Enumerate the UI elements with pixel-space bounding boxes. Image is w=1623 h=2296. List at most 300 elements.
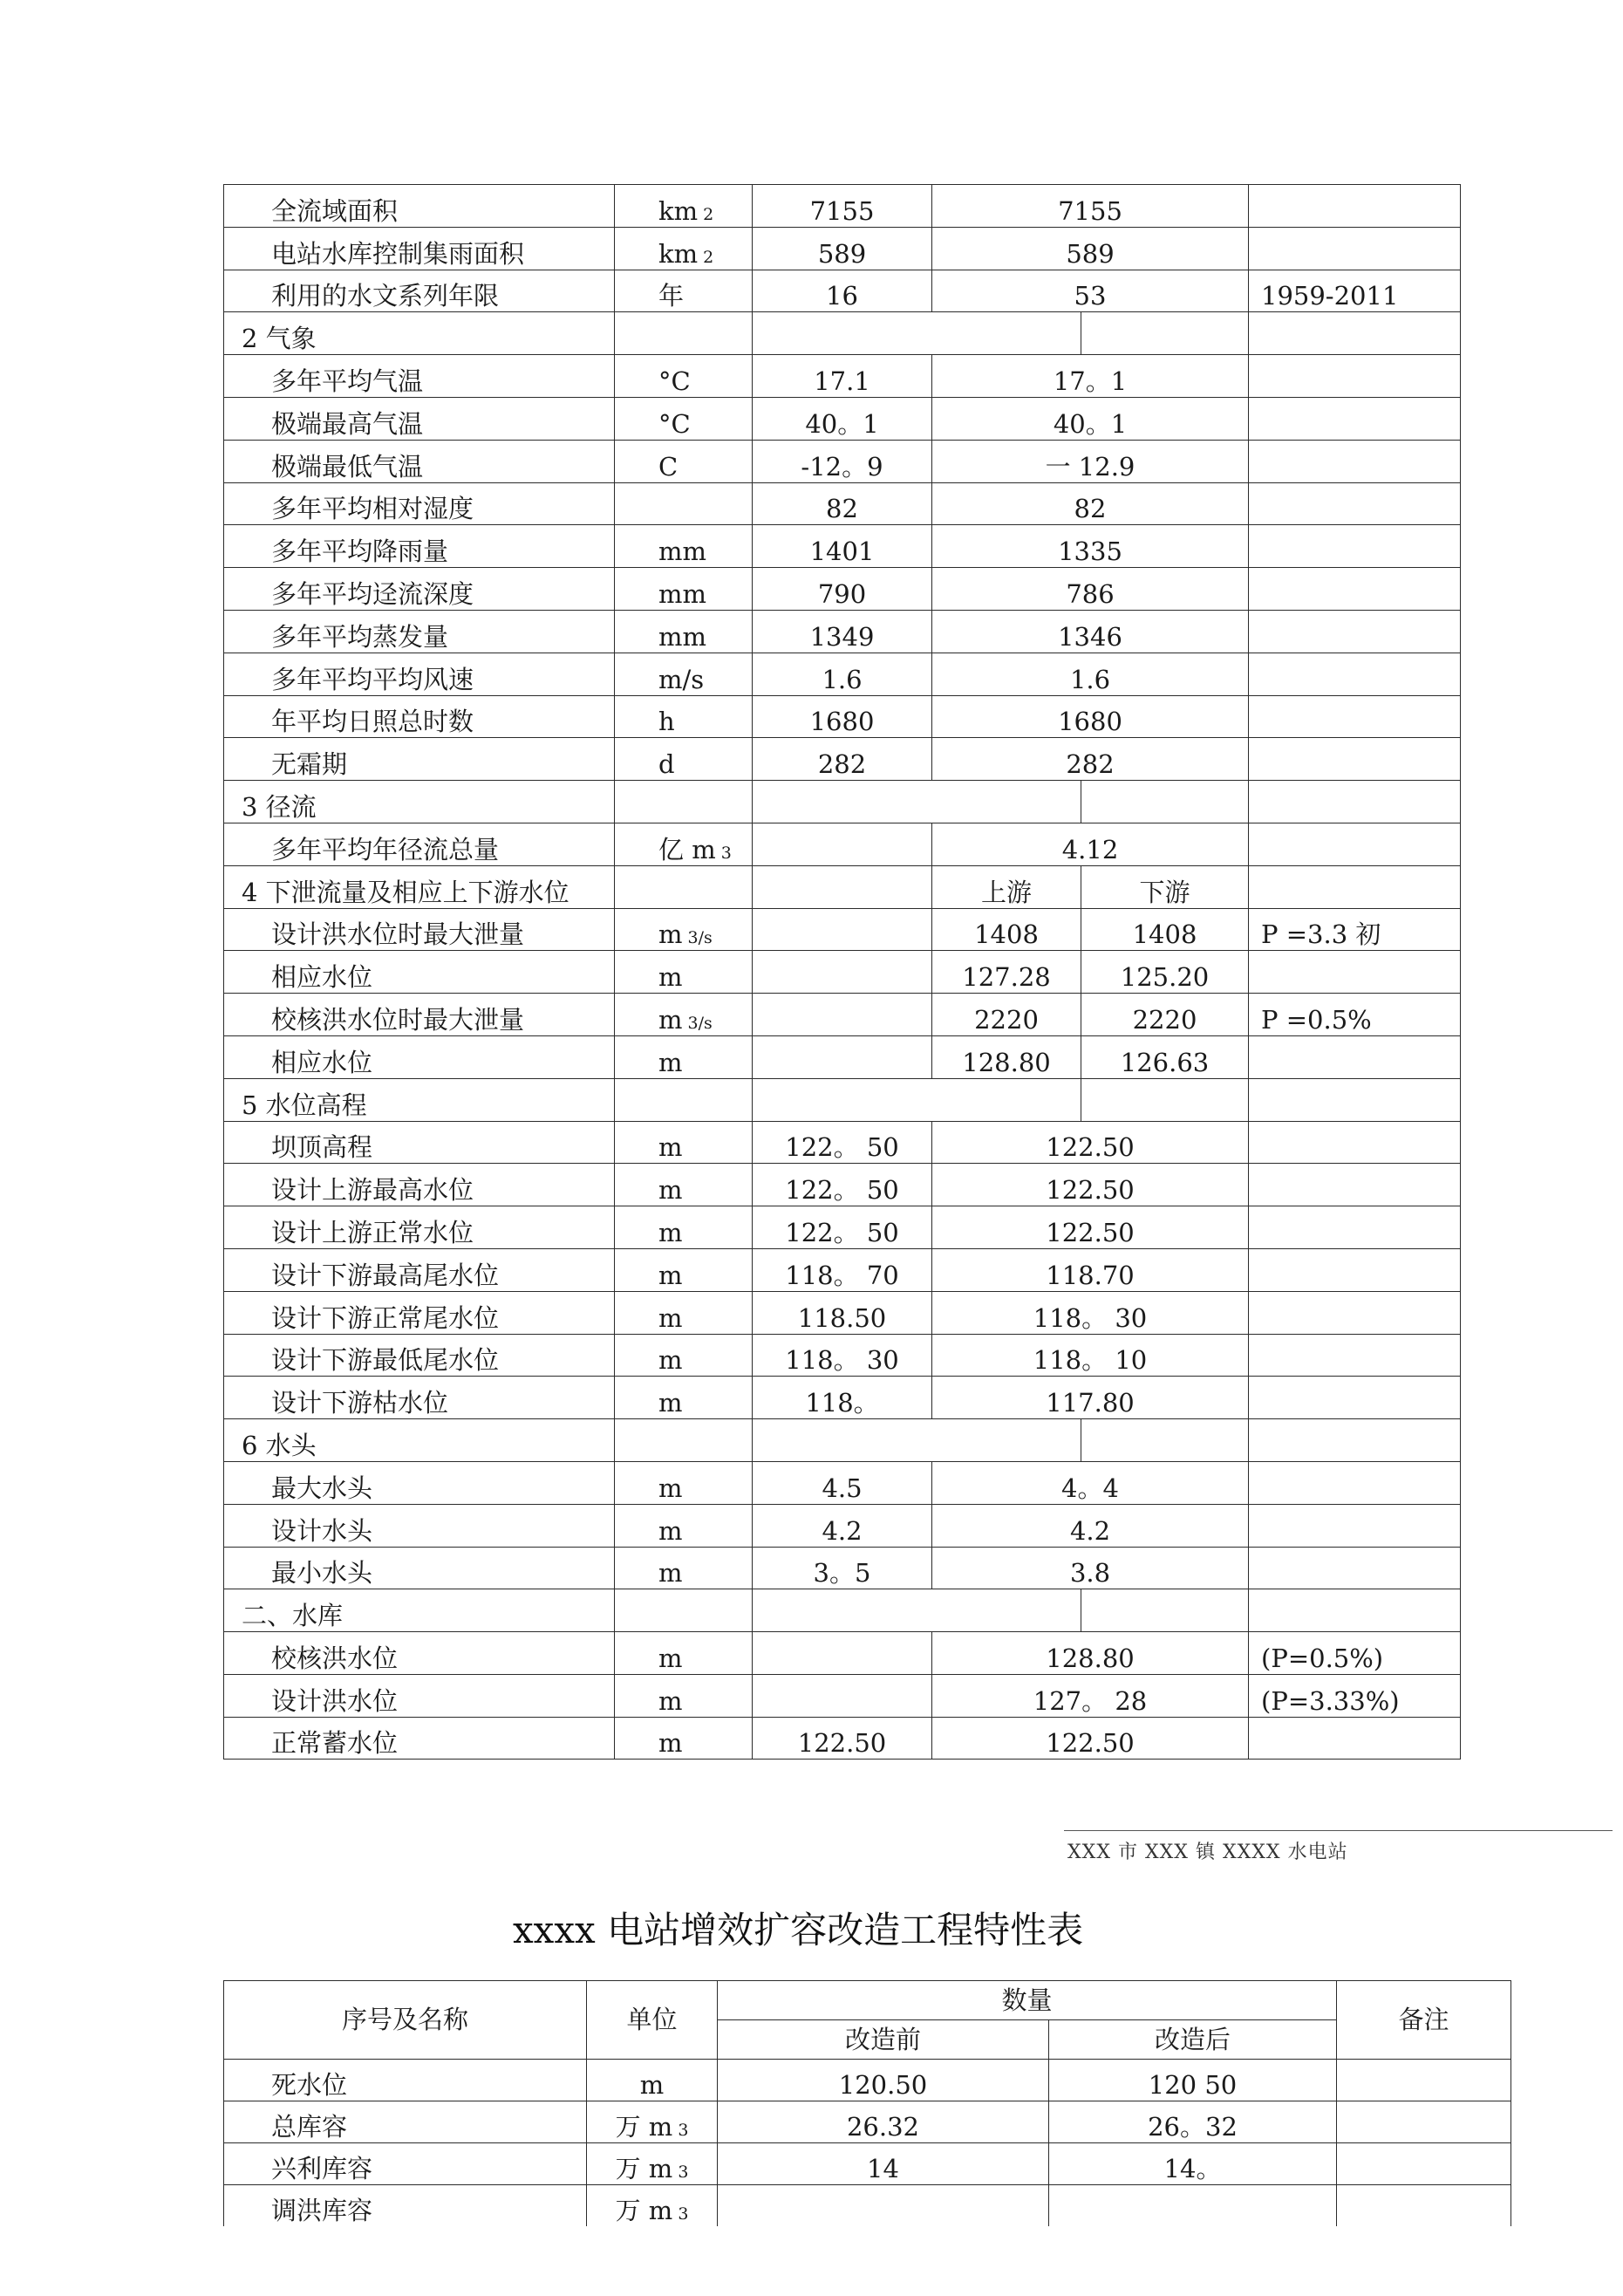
value-before: 1680 xyxy=(753,695,932,738)
note-cell xyxy=(1337,2101,1511,2143)
table-row xyxy=(224,738,1461,781)
value-after: 1335 xyxy=(932,525,1249,568)
unit-cell xyxy=(587,2101,718,2143)
unit-text: m xyxy=(658,962,683,993)
unit-exponent: 2 xyxy=(703,247,714,267)
section-title: 6 水头 xyxy=(224,1419,615,1462)
unit-text: mm xyxy=(658,578,706,609)
unit-text: m xyxy=(658,1302,683,1333)
table-row xyxy=(224,270,1461,312)
value-before: 26.32 xyxy=(718,2101,1049,2143)
empty-cell xyxy=(753,1589,1081,1632)
table-row xyxy=(224,1248,1461,1291)
table-body xyxy=(224,185,1461,1760)
unit-cell xyxy=(615,653,753,695)
empty-cell xyxy=(753,781,1081,823)
table-row xyxy=(224,1035,1461,1078)
unit-text: m xyxy=(658,1004,683,1035)
value-before: 16 xyxy=(753,270,932,312)
table-row xyxy=(224,2185,1511,2227)
row-label: 多年平均相对湿度 xyxy=(224,482,615,525)
value-before: 122.50 xyxy=(753,1717,932,1760)
unit-exponent: 3/s xyxy=(687,928,713,948)
unit-cell xyxy=(615,994,753,1036)
row-label: 多年平均蒸发量 xyxy=(224,610,615,653)
table-row xyxy=(224,951,1461,994)
unit-cell xyxy=(615,1674,753,1717)
note-cell xyxy=(1249,1291,1461,1334)
table-row xyxy=(224,1504,1461,1547)
row-label: 设计上游正常水位 xyxy=(224,1206,615,1249)
table-row xyxy=(224,1334,1461,1377)
unit-text: m xyxy=(639,2070,665,2100)
unit-cell xyxy=(587,2143,718,2185)
value-before: 118。 xyxy=(753,1377,932,1419)
unit-cell xyxy=(615,568,753,611)
table-row xyxy=(224,1377,1461,1419)
note-cell xyxy=(1249,695,1461,738)
empty-cell xyxy=(753,908,932,951)
note-cell xyxy=(1249,610,1461,653)
table-row xyxy=(224,908,1461,951)
note-cell xyxy=(1337,2185,1511,2227)
row-label: 多年平均降雨量 xyxy=(224,525,615,568)
row-label: 无霜期 xyxy=(224,738,615,781)
empty-cell xyxy=(753,951,932,994)
empty-cell xyxy=(615,781,753,823)
unit-cell xyxy=(615,1547,753,1589)
note-cell: P =3.3 初 xyxy=(1249,908,1461,951)
unit-text: m xyxy=(658,1728,683,1759)
table-row xyxy=(224,482,1461,525)
table-row xyxy=(224,397,1461,440)
unit-cell xyxy=(615,482,753,525)
value-after: 3.8 xyxy=(932,1547,1249,1589)
header-unit: 单位 xyxy=(587,1981,718,2060)
downstream-value: 126.63 xyxy=(1081,1035,1249,1078)
row-label: 设计下游最高尾水位 xyxy=(224,1248,615,1291)
header-quantity: 数量 xyxy=(718,1981,1337,2020)
unit-text: C xyxy=(658,451,679,482)
table-row xyxy=(224,1632,1461,1675)
unit-text: m xyxy=(658,1132,683,1163)
table-body xyxy=(224,1981,1511,2227)
value-before: 282 xyxy=(753,738,932,781)
value-after: 1346 xyxy=(932,610,1249,653)
value-after: 一 12.9 xyxy=(932,440,1249,482)
table-header-row xyxy=(224,1981,1511,2020)
value-before: 122。 50 xyxy=(753,1164,932,1206)
table-row xyxy=(224,440,1461,482)
value-before: 4.5 xyxy=(753,1461,932,1504)
row-label: 总库容 xyxy=(224,2101,587,2143)
note-cell xyxy=(1249,440,1461,482)
empty-cell xyxy=(1249,1589,1461,1632)
value-before xyxy=(753,1674,932,1717)
downstream-value: 1408 xyxy=(1081,908,1249,951)
note-cell xyxy=(1337,2143,1511,2185)
table-row xyxy=(224,1121,1461,1164)
unit-text: m xyxy=(658,1260,683,1290)
row-label: 相应水位 xyxy=(224,1035,615,1078)
table-row xyxy=(224,312,1461,355)
empty-cell xyxy=(753,1035,932,1078)
table-row xyxy=(224,823,1461,865)
note-cell xyxy=(1249,1164,1461,1206)
unit-text: m xyxy=(658,919,683,950)
unit-cell xyxy=(615,1461,753,1504)
unit-text: mm xyxy=(658,621,706,652)
table-row xyxy=(224,1717,1461,1760)
unit-text: m xyxy=(658,1388,683,1418)
unit-cell xyxy=(587,2185,718,2227)
table-row xyxy=(224,1206,1461,1249)
value-after: 82 xyxy=(932,482,1249,525)
unit-cell xyxy=(615,1248,753,1291)
note-cell xyxy=(1249,1334,1461,1377)
empty-cell xyxy=(753,994,932,1036)
value-after xyxy=(1049,2185,1337,2227)
section-title: 5 水位高程 xyxy=(224,1078,615,1121)
unit-cell xyxy=(615,1164,753,1206)
unit-cell xyxy=(615,738,753,781)
row-label: 年平均日照总时数 xyxy=(224,695,615,738)
table-row xyxy=(224,865,1461,908)
note-cell: P =0.5% xyxy=(1249,994,1461,1036)
row-label: 兴利库容 xyxy=(224,2143,587,2185)
table-row xyxy=(224,2060,1511,2101)
table-row xyxy=(224,1419,1461,1462)
value-before xyxy=(753,1632,932,1675)
note-cell xyxy=(1249,653,1461,695)
note-cell xyxy=(1249,1121,1461,1164)
unit-cell xyxy=(615,951,753,994)
table-row xyxy=(224,653,1461,695)
unit-text: m xyxy=(658,1345,683,1376)
unit-cell xyxy=(615,1377,753,1419)
table-row xyxy=(224,1291,1461,1334)
row-label: 多年平均平均风速 xyxy=(224,653,615,695)
table-row xyxy=(224,1461,1461,1504)
unit-text: m xyxy=(658,1217,683,1247)
row-label: 最小水头 xyxy=(224,1547,615,1589)
note-cell xyxy=(1249,1206,1461,1249)
value-after: 4.2 xyxy=(932,1504,1249,1547)
empty-cell xyxy=(1249,1078,1461,1121)
note-cell: (P=0.5%) xyxy=(1249,1632,1461,1675)
upstream-value: 128.80 xyxy=(932,1035,1081,1078)
note-cell xyxy=(1249,525,1461,568)
value-before: 118。 70 xyxy=(753,1248,932,1291)
row-label: 设计洪水位时最大泄量 xyxy=(224,908,615,951)
unit-text: 万 m xyxy=(615,2154,673,2183)
unit-text: °C xyxy=(658,366,691,396)
unit-cell xyxy=(615,1291,753,1334)
empty-cell xyxy=(1081,312,1249,355)
upstream-value: 2220 xyxy=(932,994,1081,1036)
header-note: 备注 xyxy=(1337,1981,1511,2060)
unit-text: h xyxy=(658,707,675,737)
unit-cell xyxy=(615,1504,753,1547)
table-row xyxy=(224,525,1461,568)
table-row xyxy=(224,185,1461,228)
value-before: 118。 30 xyxy=(753,1334,932,1377)
unit-cell xyxy=(615,610,753,653)
row-label: 校核洪水位 xyxy=(224,1632,615,1675)
row-label: 坝顶高程 xyxy=(224,1121,615,1164)
value-after: 7155 xyxy=(932,185,1249,228)
unit-text: m xyxy=(658,1685,683,1716)
row-label: 全流域面积 xyxy=(224,185,615,228)
note-cell xyxy=(1249,1717,1461,1760)
value-after: 14。 xyxy=(1049,2143,1337,2185)
unit-text: 万 m xyxy=(615,2112,673,2142)
value-before: 17.1 xyxy=(753,355,932,398)
unit-exponent: 2 xyxy=(703,204,714,224)
value-before: 589 xyxy=(753,227,932,270)
empty-cell xyxy=(1081,781,1249,823)
unit-cell xyxy=(615,1334,753,1377)
row-label: 死水位 xyxy=(224,2060,587,2101)
table-row xyxy=(224,994,1461,1036)
document-title: xxxx 电站增效扩容改造工程特性表 xyxy=(513,1909,1084,1951)
empty-cell xyxy=(1249,312,1461,355)
row-label: 调洪库容 xyxy=(224,2185,587,2227)
upstream-value: 1408 xyxy=(932,908,1081,951)
unit-text: mm xyxy=(658,536,706,567)
note-cell xyxy=(1249,951,1461,994)
unit-text: m xyxy=(658,1643,683,1673)
value-before: 122。 50 xyxy=(753,1121,932,1164)
note-cell xyxy=(1249,1248,1461,1291)
row-label: 最大水头 xyxy=(224,1461,615,1504)
value-after: 282 xyxy=(932,738,1249,781)
value-after: 4.12 xyxy=(932,823,1249,865)
row-label: 正常蓄水位 xyxy=(224,1717,615,1760)
value-after: 1.6 xyxy=(932,653,1249,695)
row-label: 校核洪水位时最大泄量 xyxy=(224,994,615,1036)
unit-text: m xyxy=(658,1515,683,1546)
row-label: 多年平均年径流总量 xyxy=(224,823,615,865)
value-after: 118.70 xyxy=(932,1248,1249,1291)
unit-cell xyxy=(615,908,753,951)
unit-cell xyxy=(615,695,753,738)
value-after: 26。32 xyxy=(1049,2101,1337,2143)
value-before: 118.50 xyxy=(753,1291,932,1334)
characteristics-table-continued xyxy=(223,184,1461,1760)
value-before: 7155 xyxy=(753,185,932,228)
value-before: 1349 xyxy=(753,610,932,653)
value-before xyxy=(718,2185,1049,2227)
unit-cell xyxy=(615,227,753,270)
empty-cell xyxy=(1081,1078,1249,1121)
downstream-header: 下游 xyxy=(1081,865,1249,908)
note-cell xyxy=(1249,397,1461,440)
value-after: 122.50 xyxy=(932,1121,1249,1164)
row-label: 极端最高气温 xyxy=(224,397,615,440)
table-row xyxy=(224,227,1461,270)
note-cell: (P=3.33%) xyxy=(1249,1674,1461,1717)
note-cell: 1959-2011 xyxy=(1249,270,1461,312)
row-label: 多年平均迳流深度 xyxy=(224,568,615,611)
header-after: 改造后 xyxy=(1049,2020,1337,2060)
value-after: 589 xyxy=(932,227,1249,270)
row-label: 设计上游最高水位 xyxy=(224,1164,615,1206)
row-label: 设计水头 xyxy=(224,1504,615,1547)
table-row xyxy=(224,781,1461,823)
value-after: 122.50 xyxy=(932,1206,1249,1249)
value-before: 1401 xyxy=(753,525,932,568)
unit-text: 万 m xyxy=(615,2196,673,2225)
header-before: 改造前 xyxy=(718,2020,1049,2060)
empty-cell xyxy=(753,1419,1081,1462)
note-cell xyxy=(1249,1461,1461,1504)
unit-cell xyxy=(615,1121,753,1164)
row-label: 设计洪水位 xyxy=(224,1674,615,1717)
row-label: 设计下游正常尾水位 xyxy=(224,1291,615,1334)
row-label: 电站水库控制集雨面积 xyxy=(224,227,615,270)
unit-exponent: 3 xyxy=(678,2163,689,2182)
unit-text: m/s xyxy=(658,664,705,694)
note-cell xyxy=(1249,482,1461,525)
value-after: 122.50 xyxy=(932,1164,1249,1206)
value-before: 120.50 xyxy=(718,2060,1049,2101)
table-row xyxy=(224,1078,1461,1121)
value-after: 4。4 xyxy=(932,1461,1249,1504)
empty-cell xyxy=(615,312,753,355)
unit-text: m xyxy=(658,1473,683,1503)
row-label: 相应水位 xyxy=(224,951,615,994)
characteristics-table xyxy=(223,1980,1511,2226)
unit-text: m xyxy=(658,1047,683,1077)
unit-cell xyxy=(615,525,753,568)
value-after: 40。1 xyxy=(932,397,1249,440)
note-cell xyxy=(1249,568,1461,611)
value-after: 17。1 xyxy=(932,355,1249,398)
note-cell xyxy=(1249,823,1461,865)
value-before: 790 xyxy=(753,568,932,611)
unit-cell xyxy=(615,440,753,482)
note-cell xyxy=(1249,185,1461,228)
table-row xyxy=(224,1674,1461,1717)
section-title: 2 气象 xyxy=(224,312,615,355)
value-before: 4.2 xyxy=(753,1504,932,1547)
section-title: 3 径流 xyxy=(224,781,615,823)
empty-cell xyxy=(615,1589,753,1632)
empty-cell xyxy=(1081,1589,1249,1632)
unit-cell xyxy=(615,397,753,440)
page-header: XXX 市 XXX 镇 XXXX 水电站 xyxy=(1067,1842,1348,1863)
row-label: 设计下游最低尾水位 xyxy=(224,1334,615,1377)
unit-cell xyxy=(587,2060,718,2101)
table-row xyxy=(224,2101,1511,2143)
header-name: 序号及名称 xyxy=(224,1981,587,2060)
value-after: 53 xyxy=(932,270,1249,312)
unit-text: 亿 m xyxy=(658,834,716,864)
empty-cell xyxy=(615,1078,753,1121)
value-after: 786 xyxy=(932,568,1249,611)
row-label: 极端最低气温 xyxy=(224,440,615,482)
unit-cell xyxy=(615,355,753,398)
table-row xyxy=(224,1589,1461,1632)
note-cell xyxy=(1337,2060,1511,2101)
unit-cell xyxy=(615,823,753,865)
unit-text: d xyxy=(658,749,675,780)
unit-text: m xyxy=(658,1558,683,1589)
note-cell xyxy=(1249,1504,1461,1547)
note-cell xyxy=(1249,1547,1461,1589)
empty-cell xyxy=(615,865,753,908)
value-before: 3。5 xyxy=(753,1547,932,1589)
unit-cell xyxy=(615,185,753,228)
value-after: 120 50 xyxy=(1049,2060,1337,2101)
value-before: 122。 50 xyxy=(753,1206,932,1249)
unit-cell xyxy=(615,1206,753,1249)
note-cell xyxy=(1249,1377,1461,1419)
value-after: 1680 xyxy=(932,695,1249,738)
header-rule xyxy=(1064,1830,1613,1831)
unit-exponent: 3 xyxy=(678,2204,689,2224)
empty-cell xyxy=(615,1419,753,1462)
note-cell xyxy=(1249,355,1461,398)
empty-cell xyxy=(1249,781,1461,823)
table-row xyxy=(224,1547,1461,1589)
row-label: 利用的水文系列年限 xyxy=(224,270,615,312)
unit-exponent: 3 xyxy=(678,2121,689,2140)
unit-cell xyxy=(615,1632,753,1675)
note-cell xyxy=(1249,227,1461,270)
section-title: 4 下泄流量及相应上下游水位 xyxy=(224,865,615,908)
table-row xyxy=(224,1164,1461,1206)
upstream-value: 127.28 xyxy=(932,951,1081,994)
row-label: 多年平均气温 xyxy=(224,355,615,398)
unit-text: 年 xyxy=(658,281,685,311)
empty-cell xyxy=(753,1078,1081,1121)
unit-text: km xyxy=(658,195,699,226)
table-row xyxy=(224,355,1461,398)
unit-text: °C xyxy=(658,408,691,439)
unit-text: m xyxy=(658,1175,683,1206)
downstream-value: 2220 xyxy=(1081,994,1249,1036)
value-after: 118。 10 xyxy=(932,1334,1249,1377)
value-after: 128.80 xyxy=(932,1632,1249,1675)
value-after: 118。 30 xyxy=(932,1291,1249,1334)
table-row xyxy=(224,2143,1511,2185)
value-after: 122.50 xyxy=(932,1717,1249,1760)
table-row xyxy=(224,568,1461,611)
value-before: 82 xyxy=(753,482,932,525)
empty-cell xyxy=(1081,1419,1249,1462)
note-cell xyxy=(1249,738,1461,781)
table-row xyxy=(224,610,1461,653)
value-before: -12。9 xyxy=(753,440,932,482)
unit-exponent: 3 xyxy=(720,843,732,863)
unit-cell xyxy=(615,1035,753,1078)
unit-exponent: 3/s xyxy=(687,1013,713,1033)
unit-cell xyxy=(615,1717,753,1760)
empty-cell xyxy=(753,865,932,908)
value-before: 1.6 xyxy=(753,653,932,695)
empty-cell xyxy=(753,312,1081,355)
value-before: 40。1 xyxy=(753,397,932,440)
empty-cell xyxy=(1249,865,1461,908)
value-after: 127。 28 xyxy=(932,1674,1249,1717)
upstream-header: 上游 xyxy=(932,865,1081,908)
section-title: 二、水库 xyxy=(224,1589,615,1632)
value-before: 14 xyxy=(718,2143,1049,2185)
value-before xyxy=(753,823,932,865)
table-row xyxy=(224,695,1461,738)
